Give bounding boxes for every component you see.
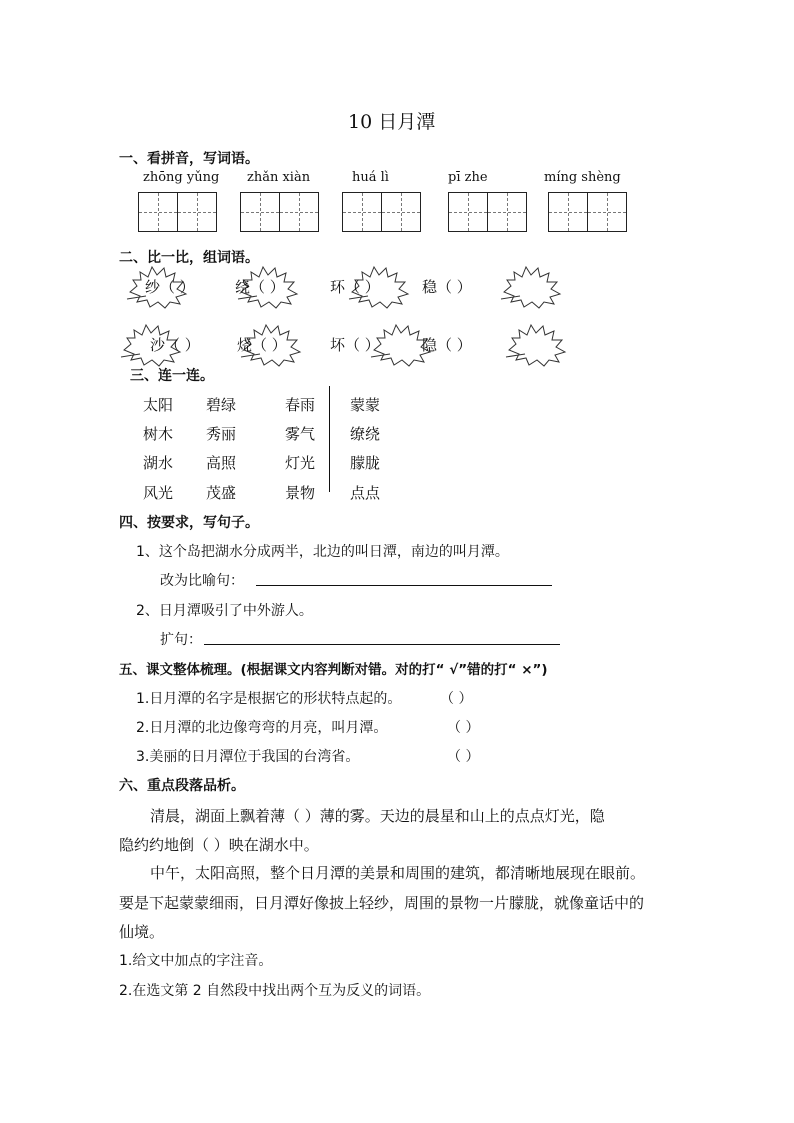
match-word[interactable]: 景物 [285, 484, 316, 502]
compare-item: 隐（ ） [422, 336, 472, 354]
match-word[interactable]: 点点 [350, 484, 381, 502]
passage-line: 中午，太阳高照，整个日月潭的美景和周围的建筑，都清晰地展现在眼前。 [150, 864, 646, 882]
compare-item: 稳（ ） [422, 278, 472, 296]
match-word[interactable]: 朦胧 [350, 454, 381, 472]
compare-item: 坏（ ） [330, 336, 380, 354]
pinyin-5: míng shèng [544, 170, 621, 185]
judge-paren-2[interactable]: （ ） [447, 720, 480, 736]
match-word[interactable]: 灯光 [285, 454, 316, 472]
judge-paren-3[interactable]: （ ） [447, 749, 480, 765]
compare-item: 环（ ） [330, 278, 380, 296]
analysis-question-2: 2.在选文第 2 自然段中找出两个互为反义的词语。 [119, 983, 431, 999]
answer-line-2[interactable] [204, 644, 560, 645]
match-word[interactable]: 高照 [206, 454, 237, 472]
match-word[interactable]: 缭绕 [350, 425, 381, 443]
pinyin-1: zhōng yǔng [143, 170, 220, 185]
pinyin-4: pī zhe [448, 170, 488, 185]
match-word[interactable]: 雾气 [285, 425, 316, 443]
match-word[interactable]: 蒙蒙 [350, 396, 381, 414]
section6-heading: 六、重点段落品析。 [119, 778, 245, 794]
section5-heading: 五、课文整体梳理。(根据课文内容判断对错。对的打“ √”错的打“ ×”) [119, 662, 548, 678]
maple-leaf-icon [503, 320, 571, 368]
compare-item: 纱（ ） [145, 278, 195, 296]
passage-line: 仙境。 [119, 923, 165, 941]
judge-item-1: 1.日月潭的名字是根据它的形状特点起的。 [136, 691, 402, 707]
match-word[interactable]: 茂盛 [206, 484, 237, 502]
compare-item: 绕（ ） [235, 278, 285, 296]
page-title: 10 日月潭 [348, 111, 436, 133]
pinyin-2: zhǎn xiàn [247, 170, 311, 185]
compare-item: 沙（ ） [150, 336, 200, 354]
writing-box-5[interactable] [548, 192, 627, 232]
match-word[interactable]: 春雨 [285, 396, 316, 414]
passage-line: 清晨，湖面上飘着薄（ ）薄的雾。天边的晨星和山上的点点灯光，隐 [150, 807, 605, 825]
passage-line: 要是下起蒙蒙细雨，日月潭好像披上轻纱，周围的景物一片朦胧，就像童话中的 [119, 894, 645, 912]
sentence-question-2: 2、日月潭吸引了中外游人。 [136, 603, 313, 619]
analysis-question-1: 1.给文中加点的字注音。 [119, 953, 273, 969]
match-word[interactable]: 秀丽 [206, 425, 237, 443]
section2-heading: 二、比一比，组词语。 [119, 250, 259, 266]
match-word[interactable]: 碧绿 [206, 396, 237, 414]
divider-line [329, 386, 330, 492]
match-word[interactable]: 太阳 [143, 396, 174, 414]
simile-prompt: 改为比喻句： [160, 573, 244, 589]
writing-box-3[interactable] [342, 192, 421, 232]
section4-heading: 四、按要求，写句子。 [119, 515, 259, 531]
sentence-question-1: 1、这个岛把湖水分成两半，北边的叫日潭，南边的叫月潭。 [136, 544, 509, 560]
match-word[interactable]: 树木 [143, 425, 174, 443]
compare-item: 烧（ ） [237, 336, 287, 354]
passage-line: 隐约约地倒（ ）映在湖水中。 [119, 836, 319, 854]
answer-line-1[interactable] [256, 585, 552, 586]
writing-box-2[interactable] [240, 192, 319, 232]
maple-leaf-icon [498, 262, 566, 310]
match-word[interactable]: 风光 [143, 484, 174, 502]
match-word[interactable]: 湖水 [143, 454, 174, 472]
writing-box-4[interactable] [448, 192, 527, 232]
writing-box-1[interactable] [138, 192, 217, 232]
judge-item-2: 2.日月潭的北边像弯弯的月亮，叫月潭。 [136, 720, 388, 736]
judge-item-3: 3.美丽的日月潭位于我国的台湾省。 [136, 749, 360, 765]
section1-heading: 一、看拼音，写词语。 [119, 151, 259, 167]
judge-paren-1[interactable]: （ ） [440, 691, 473, 707]
section3-heading: 三、连一连。 [130, 368, 214, 384]
pinyin-3: huá lì [352, 170, 389, 185]
expand-prompt: 扩句： [160, 632, 202, 648]
